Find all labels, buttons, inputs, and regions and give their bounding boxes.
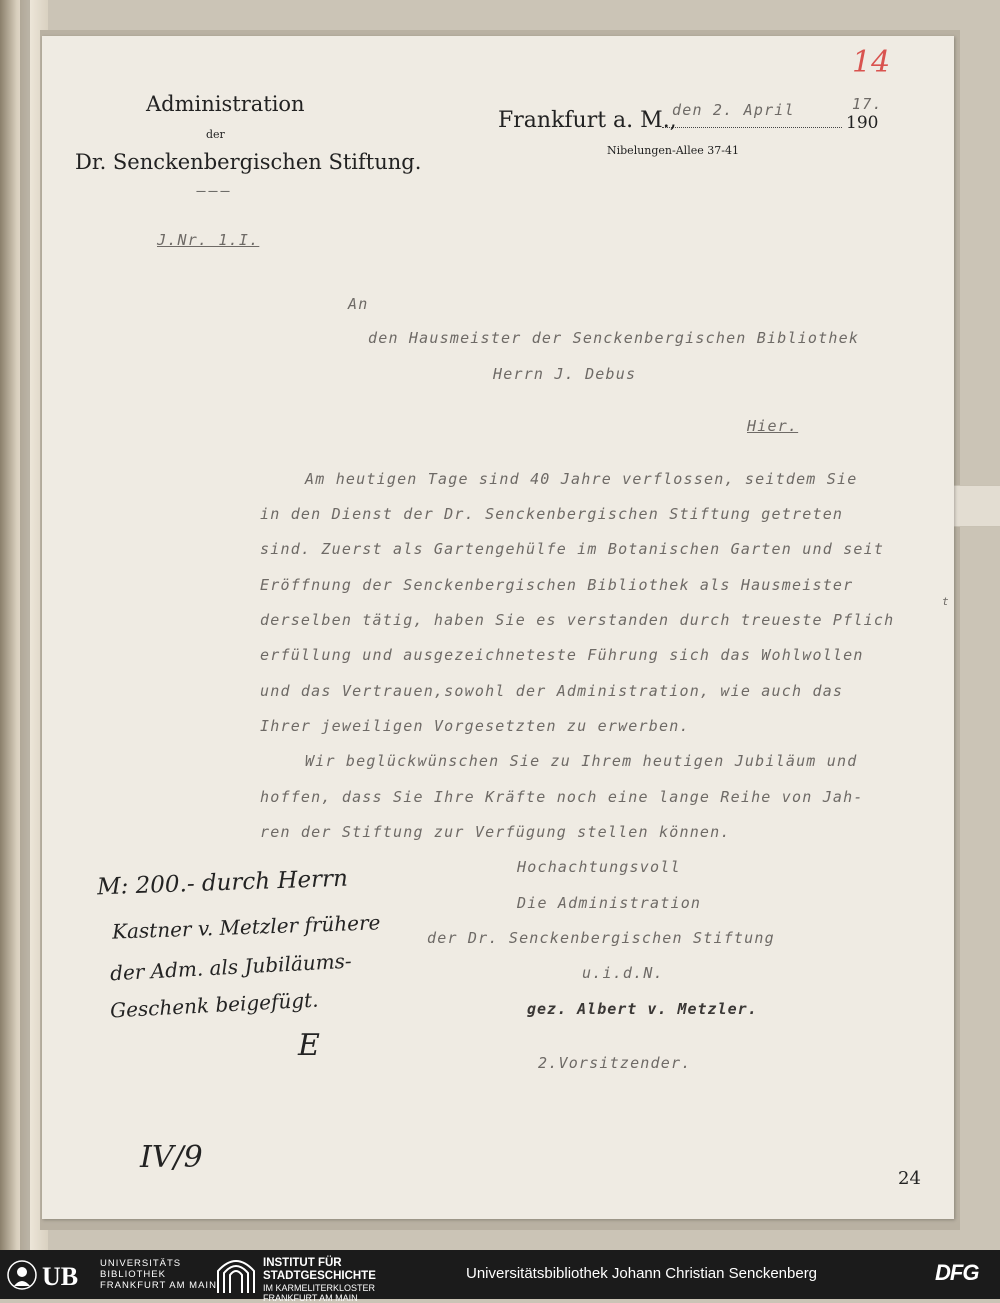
ub-text	[100, 1258, 217, 1291]
isg-line2: STADTGESCHICHTE	[263, 1270, 376, 1282]
ub-line2: BIBLIOTHEK	[100, 1269, 166, 1280]
handwritten-line2: Kastner v. Metzler frühere	[111, 910, 381, 944]
letterhead-foundation: Dr. Senckenbergischen Stiftung.	[75, 150, 422, 174]
body-line-7: und das Vertrauen,sowohl der Administration, wie auch das	[260, 682, 844, 700]
letter-date: den 2. April	[672, 101, 795, 119]
body-line-5: derselben tätig, haben Sie es verstanden durch treueste Pflich	[260, 611, 895, 629]
closing-line4: u.i.d.N.	[582, 964, 664, 982]
body-line-2: in den Dienst der Dr. Senckenbergischen Stiftung getreten	[260, 505, 844, 523]
letterhead-ornament: ———	[196, 186, 232, 197]
handwritten-fileref: IV/9	[140, 1140, 203, 1175]
isg-text	[263, 1257, 376, 1303]
ub-logo-icon	[6, 1256, 96, 1294]
body-line-1: Am heutigen Tage sind 40 Jahre verflossen, seitdem Sie	[305, 470, 858, 488]
letterhead-administration: Administration	[146, 92, 305, 116]
handwritten-line3: der Adm. als Jubiläums-	[109, 948, 353, 986]
body-line-10: hoffen, dass Sie Ihre Kräfte noch eine lange Reihe von Jah-	[260, 788, 864, 806]
handwritten-line4: Geschenk beigefügt.	[109, 987, 320, 1023]
letterhead-street: Nibelungen-Allee 37-41	[607, 144, 739, 157]
footer-library-name: Universitätsbibliothek Johann Christian Senckenberg	[466, 1265, 818, 1282]
isg-line1: INSTITUT FÜR	[263, 1257, 342, 1269]
year-suffix: 17.	[852, 95, 883, 113]
body-line-4: Eröffnung der Senckenbergischen Bibliothek als Hausmeister	[260, 576, 854, 594]
letterhead-city: Frankfurt a. M.,	[498, 108, 677, 133]
closing-signature: gez. Albert v. Metzler.	[527, 1000, 758, 1018]
address-hier: Hier.	[747, 417, 799, 435]
handwritten-initial: E	[298, 1028, 320, 1063]
ub-line1: UNIVERSITÄTS	[100, 1258, 182, 1269]
ub-line3: FRANKFURT AM MAIN	[100, 1280, 217, 1291]
year-prefix: 190	[846, 113, 879, 133]
reference-number: J.Nr. 1.I.	[157, 231, 260, 249]
address-line2: Herrn J. Debus	[493, 365, 637, 383]
handwritten-pagenum: 24	[898, 1168, 921, 1189]
closing-line3: der Dr. Senckenbergischen Stiftung	[427, 929, 775, 947]
footer-bar	[0, 1250, 1000, 1303]
body-insert: t	[942, 595, 950, 608]
isg-line3: IM KARMELITERKLOSTER	[263, 1283, 376, 1293]
isg-arch-icon	[214, 1257, 258, 1293]
red-pencil-mark: 14	[852, 45, 891, 80]
closing-line1: Hochachtungsvoll	[517, 858, 681, 876]
body-line-6: erfüllung und ausgezeichneteste Führung sich das Wohlwollen	[260, 646, 864, 664]
date-line	[662, 127, 842, 128]
handwritten-line1: M: 200.- durch Herrn	[96, 865, 349, 901]
dfg-logo: DFG	[935, 1260, 979, 1285]
address-an: An	[348, 295, 369, 313]
address-line1: den Hausmeister der Senckenbergischen Bibliothek	[368, 329, 860, 347]
isg-line4: FRANKFURT AM MAIN	[263, 1293, 358, 1303]
letterhead-der: der	[206, 128, 225, 141]
ub-mark: UB	[42, 1262, 79, 1291]
body-line-9: Wir beglückwünschen Sie zu Ihrem heutigen Jubiläum und	[305, 752, 858, 770]
closing-line2: Die Administration	[517, 894, 702, 912]
binding-shadow	[20, 0, 30, 1250]
body-line-8: Ihrer jeweiligen Vorgesetzten zu erwerben.	[260, 717, 690, 735]
closing-title: 2.Vorsitzender.	[538, 1054, 692, 1072]
body-line-3: sind. Zuerst als Gartengehülfe im Botanischen Garten und seit	[260, 540, 885, 558]
body-line-11: ren der Stiftung zur Verfügung stellen können.	[260, 823, 731, 841]
